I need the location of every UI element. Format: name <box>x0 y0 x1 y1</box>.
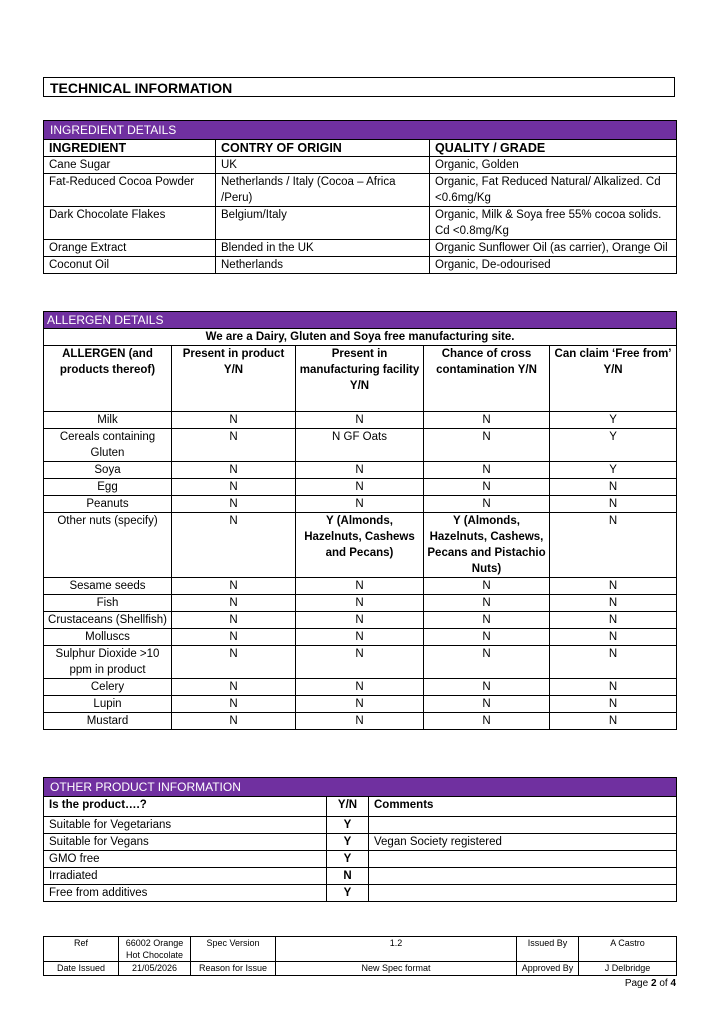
ingredient-name: Fat-Reduced Cocoa Powder <box>44 174 216 207</box>
table-row <box>44 646 677 679</box>
issued-by-label: Issued By <box>517 937 579 962</box>
allergen-in-product: N <box>172 679 296 696</box>
allergen-in-facility: N <box>296 578 424 595</box>
table-row <box>44 885 677 902</box>
table-row <box>44 412 677 429</box>
allergen-details-table <box>43 311 677 730</box>
table-row <box>44 240 677 257</box>
allergen-free-from: N <box>550 496 677 513</box>
allergen-in-product: N <box>172 629 296 646</box>
allergen-in-facility: N <box>296 412 424 429</box>
product-question: Suitable for Vegetarians <box>44 817 327 834</box>
ingredient-details-header: INGREDIENT DETAILS <box>44 121 677 140</box>
approved-by-value: J Delbridge <box>579 962 677 976</box>
allergen-name: Lupin <box>44 696 172 713</box>
allergen-free-from: Y <box>550 412 677 429</box>
allergen-cross-contamination: N <box>424 496 550 513</box>
table-row <box>44 696 677 713</box>
allergen-in-product: N <box>172 479 296 496</box>
col-header-present-in-product: Present in product Y/N <box>172 346 296 412</box>
ingredient-origin: Netherlands / Italy (Cocoa – Africa /Peru) <box>216 174 430 207</box>
col-header-free-from: Can claim ‘Free from’ Y/N <box>550 346 677 412</box>
allergen-free-from: N <box>550 479 677 496</box>
allergen-name: Milk <box>44 412 172 429</box>
allergen-in-facility: N <box>296 496 424 513</box>
ingredient-quality: Organic, De-odourised <box>430 257 677 274</box>
table-row <box>44 868 677 885</box>
page-number <box>625 978 676 989</box>
product-answer: N <box>327 868 369 885</box>
col-header-ingredient: INGREDIENT <box>44 140 216 157</box>
allergen-name: Soya <box>44 462 172 479</box>
allergen-cross-contamination: N <box>424 612 550 629</box>
col-header-present-in-facility: Present in manufacturing facility Y/N <box>296 346 424 412</box>
allergen-in-facility: Y (Almonds, Hazelnuts, Cashews and Pecans) <box>296 513 424 578</box>
col-header-country: CONTRY OF ORIGIN <box>216 140 430 157</box>
ingredient-name: Dark Chocolate Flakes <box>44 207 216 240</box>
allergen-in-facility: N <box>296 479 424 496</box>
product-answer: Y <box>327 885 369 902</box>
ingredient-origin: Blended in the UK <box>216 240 430 257</box>
col-header-comments: Comments <box>369 797 677 817</box>
spec-version-label: Spec Version <box>191 937 276 962</box>
col-header-quality: QUALITY / GRADE <box>430 140 677 157</box>
page-of: of <box>659 978 668 989</box>
table-row <box>44 157 677 174</box>
allergen-free-from: N <box>550 713 677 730</box>
allergen-name: Sesame seeds <box>44 578 172 595</box>
allergen-details-header: ALLERGEN DETAILS <box>44 312 677 329</box>
date-issued-label: Date Issued <box>44 962 119 976</box>
allergen-free-from: Y <box>550 462 677 479</box>
allergen-cross-contamination: N <box>424 696 550 713</box>
site-statement: We are a Dairy, Gluten and Soya free manufacturing site. <box>44 329 677 346</box>
reason-label: Reason for Issue <box>191 962 276 976</box>
date-issued-value: 21/05/2026 <box>119 962 191 976</box>
table-row <box>44 834 677 851</box>
ingredient-quality: Organic, Golden <box>430 157 677 174</box>
table-row <box>44 496 677 513</box>
allergen-name: Fish <box>44 595 172 612</box>
table-row <box>44 578 677 595</box>
table-row <box>44 851 677 868</box>
other-product-info-header: OTHER PRODUCT INFORMATION <box>44 778 677 797</box>
allergen-cross-contamination: N <box>424 646 550 679</box>
page-current: 2 <box>650 978 657 989</box>
product-comment <box>369 851 677 868</box>
allergen-free-from: N <box>550 513 677 578</box>
ingredient-quality: Organic Sunflower Oil (as carrier), Orange Oil <box>430 240 677 257</box>
table-row <box>44 679 677 696</box>
table-row <box>44 257 677 274</box>
table-row <box>44 174 677 207</box>
approved-by-label: Approved By <box>517 962 579 976</box>
allergen-free-from: N <box>550 595 677 612</box>
allergen-in-product: N <box>172 513 296 578</box>
product-comment <box>369 885 677 902</box>
allergen-name: Molluscs <box>44 629 172 646</box>
allergen-in-facility: N <box>296 629 424 646</box>
allergen-name: Mustard <box>44 713 172 730</box>
product-question: Suitable for Vegans <box>44 834 327 851</box>
allergen-name: Egg <box>44 479 172 496</box>
page-total: 4 <box>670 978 676 989</box>
product-question: Free from additives <box>44 885 327 902</box>
allergen-free-from: N <box>550 612 677 629</box>
allergen-in-facility: N <box>296 679 424 696</box>
col-header-yn: Y/N <box>327 797 369 817</box>
table-row <box>44 513 677 578</box>
allergen-in-facility: N <box>296 713 424 730</box>
allergen-free-from: N <box>550 646 677 679</box>
table-row <box>44 595 677 612</box>
col-header-cross-contamination: Chance of cross contamination Y/N <box>424 346 550 412</box>
reason-value: New Spec format <box>276 962 517 976</box>
table-row <box>44 629 677 646</box>
allergen-name: Celery <box>44 679 172 696</box>
document-footer <box>43 936 677 976</box>
issued-by-value: A Castro <box>579 937 677 962</box>
allergen-free-from: N <box>550 679 677 696</box>
allergen-cross-contamination: N <box>424 595 550 612</box>
table-row <box>44 479 677 496</box>
ingredient-origin: Netherlands <box>216 257 430 274</box>
allergen-free-from: N <box>550 629 677 646</box>
product-question: Irradiated <box>44 868 327 885</box>
allergen-in-facility: N <box>296 595 424 612</box>
table-row <box>44 462 677 479</box>
page-prefix: Page <box>624 978 649 989</box>
allergen-in-facility: N <box>296 612 424 629</box>
product-question: GMO free <box>44 851 327 868</box>
allergen-cross-contamination: N <box>424 412 550 429</box>
allergen-cross-contamination: N <box>424 429 550 462</box>
allergen-in-product: N <box>172 696 296 713</box>
allergen-in-product: N <box>172 496 296 513</box>
table-row <box>44 612 677 629</box>
product-answer: Y <box>327 817 369 834</box>
ref-value: 66002 Orange Hot Chocolate <box>119 937 191 962</box>
allergen-name: Cereals containing Gluten <box>44 429 172 462</box>
allergen-in-facility: N <box>296 462 424 479</box>
allergen-in-product: N <box>172 578 296 595</box>
allergen-cross-contamination: N <box>424 713 550 730</box>
allergen-in-product: N <box>172 595 296 612</box>
ingredient-name: Cane Sugar <box>44 157 216 174</box>
allergen-in-product: N <box>172 713 296 730</box>
allergen-cross-contamination: Y (Almonds, Hazelnuts, Cashews, Pecans and Pistachio Nuts) <box>424 513 550 578</box>
table-row <box>44 817 677 834</box>
ingredient-origin: Belgium/Italy <box>216 207 430 240</box>
product-comment <box>369 817 677 834</box>
spec-version-value: 1.2 <box>276 937 517 962</box>
allergen-in-product: N <box>172 462 296 479</box>
allergen-cross-contamination: N <box>424 462 550 479</box>
allergen-name: Sulphur Dioxide >10 ppm in product <box>44 646 172 679</box>
ref-label: Ref <box>44 937 119 962</box>
col-header-question: Is the product….? <box>44 797 327 817</box>
allergen-name: Peanuts <box>44 496 172 513</box>
product-answer: Y <box>327 851 369 868</box>
ingredient-quality: Organic, Milk & Soya free 55% cocoa solids. Cd <0.8mg/Kg <box>430 207 677 240</box>
table-row <box>44 429 677 462</box>
product-comment: Vegan Society registered <box>369 834 677 851</box>
allergen-cross-contamination: N <box>424 479 550 496</box>
col-header-allergen: ALLERGEN (and products thereof) <box>44 346 172 412</box>
allergen-cross-contamination: N <box>424 578 550 595</box>
allergen-free-from: N <box>550 578 677 595</box>
allergen-in-product: N <box>172 412 296 429</box>
ingredient-quality: Organic, Fat Reduced Natural/ Alkalized. Cd <0.6mg/Kg <box>430 174 677 207</box>
ingredient-details-table <box>43 120 677 274</box>
allergen-in-product: N <box>172 646 296 679</box>
ingredient-origin: UK <box>216 157 430 174</box>
allergen-name: Crustaceans (Shellfish) <box>44 612 172 629</box>
technical-information-title: TECHNICAL INFORMATION <box>43 77 675 97</box>
allergen-free-from: N <box>550 696 677 713</box>
allergen-cross-contamination: N <box>424 629 550 646</box>
other-product-info-table <box>43 777 677 902</box>
allergen-in-facility: N <box>296 696 424 713</box>
allergen-in-facility: N <box>296 646 424 679</box>
allergen-cross-contamination: N <box>424 679 550 696</box>
ingredient-name: Orange Extract <box>44 240 216 257</box>
allergen-in-product: N <box>172 612 296 629</box>
table-row <box>44 713 677 730</box>
allergen-in-product: N <box>172 429 296 462</box>
allergen-free-from: Y <box>550 429 677 462</box>
product-comment <box>369 868 677 885</box>
ingredient-name: Coconut Oil <box>44 257 216 274</box>
table-row <box>44 207 677 240</box>
allergen-in-facility: N GF Oats <box>296 429 424 462</box>
allergen-name: Other nuts (specify) <box>44 513 172 578</box>
product-answer: Y <box>327 834 369 851</box>
